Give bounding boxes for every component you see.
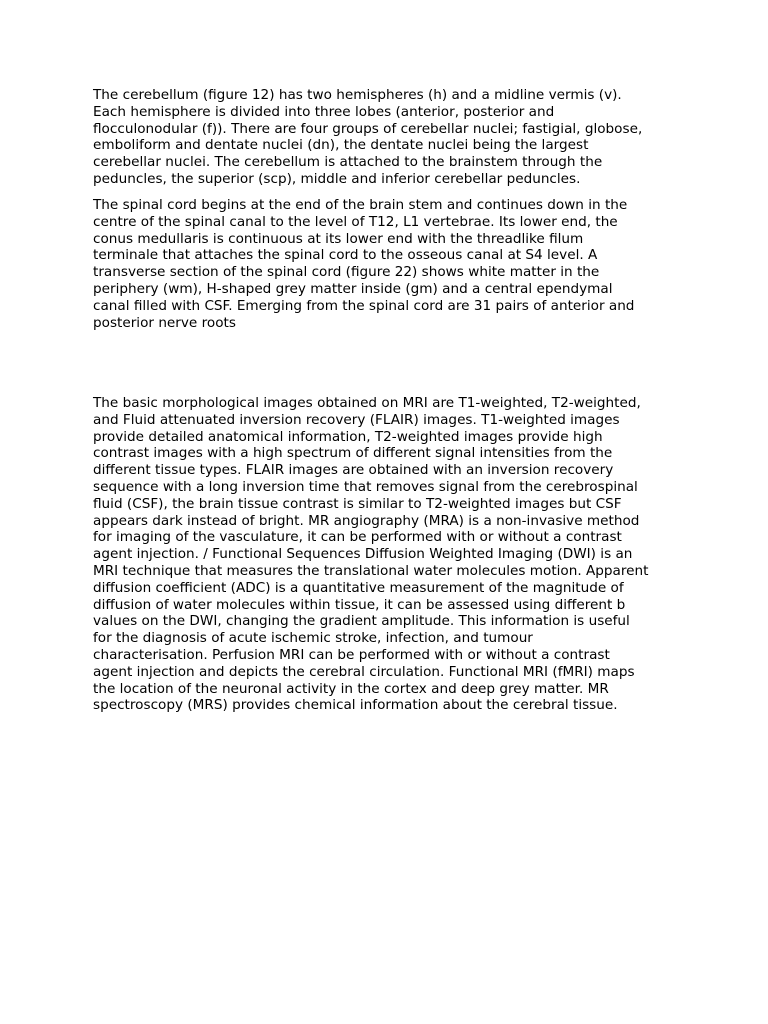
paragraph-mri-sequences: The basic morphological images obtained on MRI are T1-weighted, T2-weighted, and Fluid attenuated inversion recovery (FLAIR) images. T1-weighted images provide detailed anatomical information, T2-weighted images provide high contrast images with a high spectrum of different signal intensities from the different tissue types. FLAIR images are obtained with an inversion recovery sequence with a long inversion time that removes signal from the cerebrospinal fluid (CSF), the brain tissue contrast is similar to T2-weighted images but CSF appears dark instead of bright. MR angiography (MRA) is a non-invasive method for imaging of the vasculature, it can be performed with or without a contrast agent injection. / Functional Sequences Diffusion Weighted Imaging (DWI) is an MRI technique that measures the translational water molecules motion. Apparent diffusion coefficient (ADC) is a quantitative measurement of the magnitude of diffusion of water molecules within tissue, it can be assessed using different b values on the DWI, changing the gradient amplitude. This information is useful for the diagnosis of acute ischemic stroke, infection, and tumour characterisation. Perfusion MRI can be performed with or without a contrast agent injection and depicts the cerebral circulation. Functional MRI (fMRI) maps the location of the neuronal activity in the cortex and deep grey matter. MR spectroscopy (MRS) provides chemical information about the cerebral tissue.	[93, 395, 649, 714]
paragraph-cerebellum: The cerebellum (figure 12) has two hemispheres (h) and a midline vermis (v). Each hemisphere is divided into three lobes (anterior, posterior and flocculonodular (f)). There are four groups of cerebellar nuclei; fastigial, globose, emboliform and dentate nuclei (dn), the dentate nuclei being the largest cerebellar nuclei. The cerebellum is attached to the brainstem through the peduncles, the superior (scp), middle and inferior cerebellar peduncles.	[93, 87, 643, 187]
paragraph-spinal-cord: The spinal cord begins at the end of the brain stem and continues down in the centre of the spinal canal to the level of T12, L1 vertebrae. Its lower end, the conus medullaris is continuous at its lower end with the threadlike filum terminale that attaches the spinal cord to the osseous canal at S4 level. A transverse section of the spinal cord (figure 22) shows white matter in the periphery (wm), H-shaped grey matter inside (gm) and a central ependymal canal filled with CSF. Emerging from the spinal cord are 31 pairs of anterior and posterior nerve roots	[93, 197, 635, 331]
